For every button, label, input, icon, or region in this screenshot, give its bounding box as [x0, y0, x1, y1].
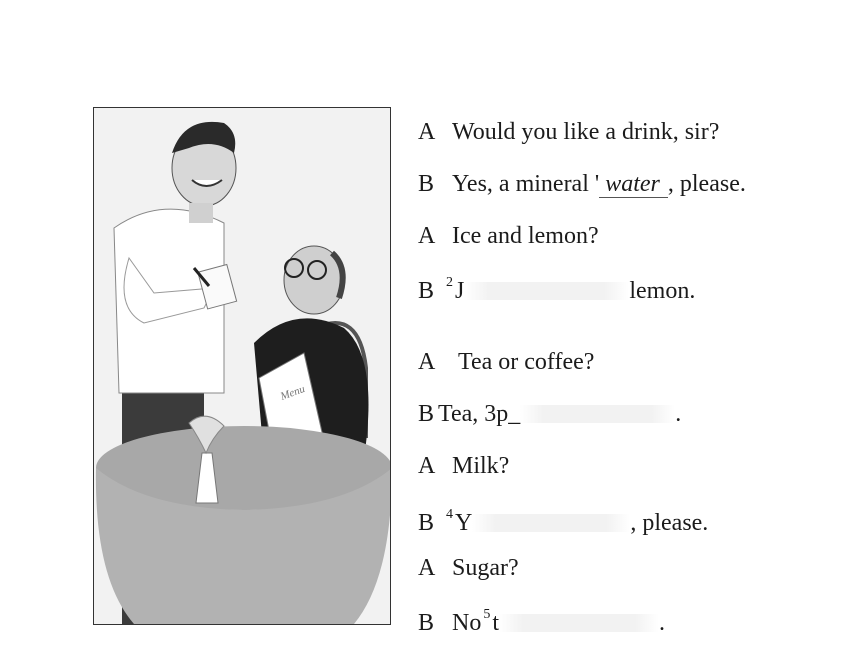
speaker-label: B — [418, 610, 435, 636]
line-text-end: lemon. — [629, 278, 696, 304]
line-text: Milk? — [452, 453, 510, 479]
dialogue-line-3 — [418, 224, 599, 248]
answer-blank[interactable] — [499, 614, 659, 632]
dialogue-line-10 — [418, 608, 665, 635]
line-text: Ice and lemon? — [452, 223, 599, 249]
line-text: Yes, a mineral ' — [452, 171, 600, 197]
question-number: 2 — [446, 275, 453, 290]
speaker-label: B — [418, 401, 435, 427]
illustration — [93, 107, 391, 625]
speaker-label: A — [418, 223, 436, 249]
speaker-label: B — [418, 510, 435, 536]
dialogue — [418, 0, 838, 655]
line-text: Tea or coffee? — [458, 349, 595, 375]
first-letter: t — [492, 610, 500, 636]
speaker-label: A — [418, 119, 436, 145]
example-answer: water — [599, 171, 668, 198]
dialogue-line-2 — [418, 172, 746, 196]
question-number: 4 — [446, 507, 453, 522]
waiter-and-customer-drawing — [94, 108, 390, 624]
speaker-label: A — [418, 555, 436, 581]
dialogue-line-8 — [418, 508, 708, 535]
line-text-end: . — [675, 401, 682, 427]
speaker-label: A — [418, 453, 436, 479]
speaker-label: A — [418, 349, 436, 375]
dialogue-line-5 — [418, 350, 594, 374]
line-text: Tea, 3p_ — [438, 401, 521, 427]
line-text-end: . — [659, 610, 666, 636]
speaker-label: B — [418, 278, 435, 304]
first-letter: Y — [455, 510, 473, 536]
menu-label: Menu — [278, 382, 307, 403]
answer-blank[interactable] — [464, 282, 629, 300]
first-letter: J — [455, 278, 465, 304]
line-text: Sugar? — [452, 555, 519, 581]
line-text-end: , please. — [667, 171, 746, 197]
dialogue-line-1 — [418, 120, 719, 144]
dialogue-line-7 — [418, 454, 509, 478]
answer-blank[interactable] — [472, 514, 630, 532]
dialogue-line-6 — [418, 402, 681, 426]
speaker-label: B — [418, 171, 435, 197]
answer-blank[interactable] — [520, 405, 675, 423]
question-number: 5 — [483, 607, 491, 622]
line-text: No — [452, 610, 482, 636]
line-text-end: , please. — [630, 510, 709, 536]
dialogue-line-9 — [418, 556, 519, 580]
dialogue-line-4 — [418, 276, 695, 303]
line-text: Would you like a drink, sir? — [452, 119, 720, 145]
